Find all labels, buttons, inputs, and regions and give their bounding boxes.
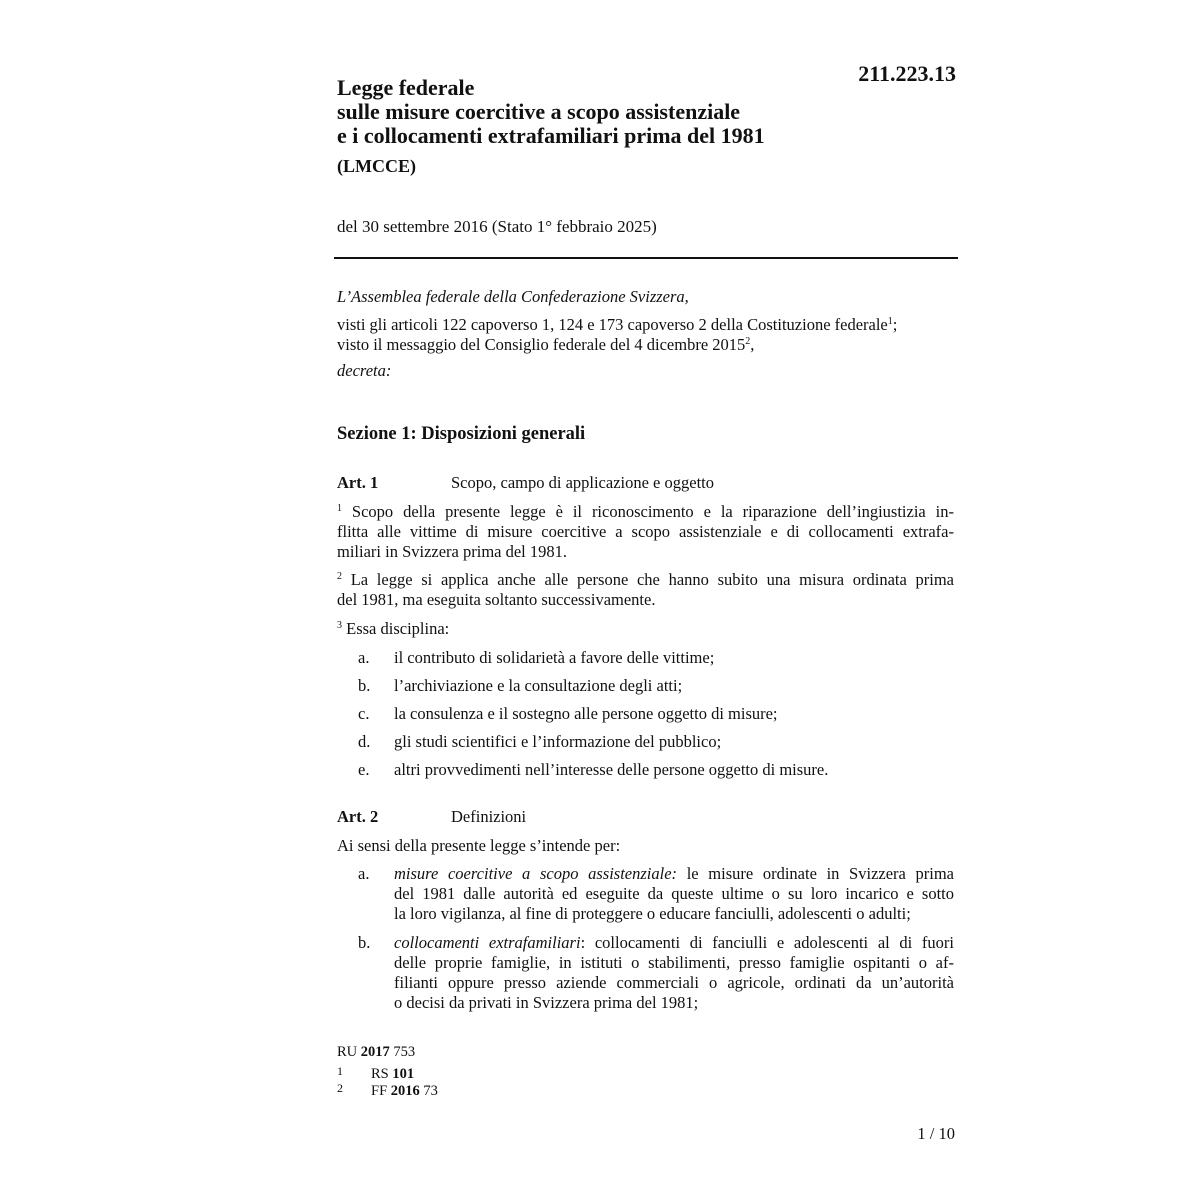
preamble-line: visto il messaggio del Consiglio federale del 4 dicembre 2015$^2$, xyxy=(337,335,755,354)
footnote: 2 FF 2016 73 xyxy=(337,1081,438,1099)
list-item: a. il contributo di solidarietà a favore delle vittime; xyxy=(358,648,715,667)
defined-term: collocamenti extrafamiliari xyxy=(394,933,581,952)
article-title: Definizioni xyxy=(451,807,527,826)
defined-term: misure coercitive a scopo assistenziale: xyxy=(394,864,678,883)
footnote: 1 RS 101 xyxy=(337,1064,415,1082)
title-line: sulle misure coercitive a scopo assistenziale xyxy=(337,99,741,124)
paragraph: $^1$ Scopo della presente legge è il riconoscimento e la riparazione dell’ingiustizia in- flitta alle vittime di misure coercitive a scopo assistenziale e di collocamenti extrafa- miliari in Svizzera prima del 1981. xyxy=(337,502,954,561)
footnote-ref[interactable]: 1 xyxy=(887,316,893,327)
list-item: e. altri provvedimenti nell’interesse delle persone oggetto di misure. xyxy=(358,760,829,779)
list-item: d. gli studi scientifici e l’informazione del pubblico; xyxy=(358,732,722,751)
list-item: a. misure coercitive a scopo assistenziale: le misure ordinate in Svizzera prima del 1981 dalle autorità ed eseguite da queste ultime o su loro incarico e sotto la loro vigilanza, al fine di proteggere o educare fanciulli, adolescenti o adulti; xyxy=(358,864,955,923)
title-line: e i collocamenti extrafamiliari prima del 1981 xyxy=(337,123,765,148)
preamble xyxy=(337,287,957,381)
law-abbreviation: (LMCCE) xyxy=(337,156,416,176)
sr-number: 211.223.13 xyxy=(858,61,956,86)
paragraph: $^3$ Essa disciplina: xyxy=(337,619,450,638)
paragraph-number: 1 xyxy=(337,503,342,514)
section-heading: Sezione 1: Disposizioni generali xyxy=(337,424,586,444)
article-number: Art. 1 xyxy=(337,473,379,492)
page-number: 1 / 10 xyxy=(917,1124,955,1143)
article-heading xyxy=(337,473,714,493)
header-divider xyxy=(334,257,958,259)
article-number: Art. 2 xyxy=(337,807,379,826)
list-item: b. l’archiviazione e la consultazione degli atti; xyxy=(358,676,683,695)
preamble-assembly: L’Assemblea federale della Confederazione Svizzera, xyxy=(337,287,689,306)
official-compilation-ref: RU 2017 753 xyxy=(337,1044,416,1060)
article-heading xyxy=(337,807,526,827)
law-title xyxy=(337,76,837,148)
footnote-ref[interactable]: 2 xyxy=(745,336,751,347)
paragraph: $^2$ La legge si applica anche alle persone che hanno subito una misura ordinata prima del 1981, ma eseguita soltanto successivamente. xyxy=(337,570,955,609)
list-item: c. la consulenza e il sostegno alle persone oggetto di misure; xyxy=(358,704,778,723)
article-title: Scopo, campo di applicazione e oggetto xyxy=(451,473,715,492)
law-date: del 30 settembre 2016 (Stato 1° febbraio 2025) xyxy=(337,217,657,236)
paragraph-number: 3 xyxy=(337,620,342,631)
paragraph-number: 2 xyxy=(337,571,342,582)
list-item: b. collocamenti extrafamiliari: collocamenti di fanciulli e adolescenti al di fuori delle proprie famiglie, in istituti o stabilimenti, presso famiglie ospitanti o af- filianti oppure presso aziende commerciali o agricole, ordinati da un’autorità o decisi da privati in Svizzera prima del 1981; xyxy=(358,933,955,1012)
title-line: Legge federale xyxy=(337,75,475,100)
preamble-line: visti gli articoli 122 capoverso 1, 124 e 173 capoverso 2 della Costituzione federale$^1$; xyxy=(337,315,898,334)
article-intro: Ai sensi della presente legge s’intende per: xyxy=(337,836,621,855)
preamble-decree: decreta: xyxy=(337,361,392,380)
